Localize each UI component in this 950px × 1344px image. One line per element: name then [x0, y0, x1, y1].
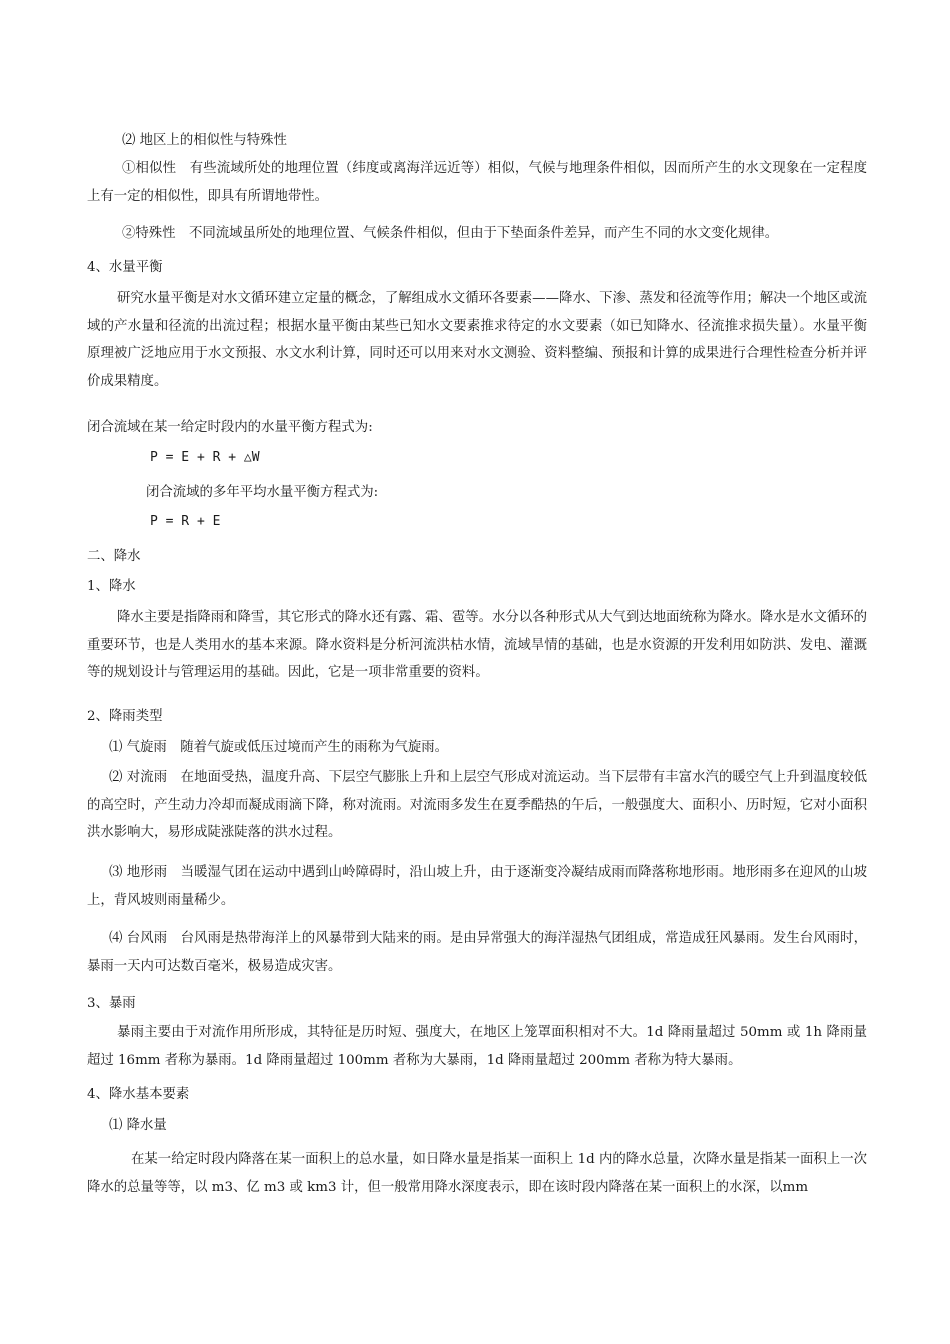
paragraph-similarity: ①相似性 有些流域所处的地理位置（纬度或离海洋远近等）相似，气候与地理条件相似，因而所产生的水文现象在一定程度上有一定的相似性，即具有所谓地带性。 [87, 161, 867, 204]
multi-year-equation: P = R + E [150, 514, 221, 529]
paragraph-water-balance: 研究水量平衡是对水文循环建立定量的概念，了解组成水文循环各要素——降水、下渗、蒸发和径流等作用；解决一个地区或流域的产水量和径流的出流过程；根据水量平衡由某些已知水文要素推求待定的水文要素（如已知降水、径流推求损失量）。水量平衡原理被广泛地应用于水文预报、水文水利计算，同时还可以用来对水文测验、资料整编、预报和计算的成果进行合理性检查分析并评价成果精度。 [87, 291, 867, 389]
section-heading-water-balance: 4、水量平衡 [87, 260, 163, 275]
paragraph-precipitation-amount: 在某一给定时段内降落在某一面积上的总水量，如日降水量是指某一面积上 1d 内的降水总量，次降水量是指某一面积上一次降水的总量等等，以 m3、亿 m3 或 km3 计，但一般常用降水深度表示，即在该时段内降落在某一面积上的水深，以mm [87, 1152, 867, 1195]
paragraph-particularity: ②特殊性 不同流域虽所处的地理位置、气候条件相似，但由于下垫面条件差异，而产生不同的水文变化规律。 [122, 226, 779, 241]
section-heading-rainstorm: 3、暴雨 [87, 996, 136, 1011]
multi-year-equation-intro: 闭合流域的多年平均水量平衡方程式为: [146, 485, 379, 500]
paragraph-orographic-rain: ⑶ 地形雨 当暖湿气团在运动中遇到山岭障碍时，沿山坡上升，由于逐渐变冷凝结成雨而降落称地形雨。地形雨多在迎风的山坡上，背风坡则雨量稀少。 [87, 865, 867, 908]
section-heading-rainfall-types: 2、降雨类型 [87, 709, 163, 724]
section-heading-precipitation: 1、降水 [87, 579, 136, 594]
paragraph-rainstorm: 暴雨主要由于对流作用所形成，其特征是历时短、强度大，在地区上笼罩面积相对不大。1d 降雨量超过 50mm 或 1h 降雨量超过 16mm 者称为暴雨。1d 降雨量超过 100mm 者称为大暴雨，1d 降雨量超过 200mm 者称为特大暴雨。 [87, 1025, 867, 1068]
paragraph-convective-rain: ⑵ 对流雨 在地面受热，温度升高、下层空气膨胀上升和上层空气形成对流运动。当下层带有丰富水汽的暖空气上升到温度较低的高空时，产生动力冷却而凝成雨滴下降，称对流雨。对流雨多发生在夏季酷热的午后，一般强度大、面积小、历时短，它对小面积洪水影响大，易形成陡涨陡落的洪水过程。 [87, 770, 867, 840]
paragraph-cyclonic-rain: ⑴ 气旋雨 随着气旋或低压过境而产生的雨称为气旋雨。 [109, 740, 449, 755]
subsection-heading-regional-similarity: ⑵ 地区上的相似性与特殊性 [122, 133, 287, 148]
section-heading-precipitation-elements: 4、降水基本要素 [87, 1087, 190, 1102]
subsection-heading-precipitation-amount: ⑴ 降水量 [109, 1118, 167, 1133]
chapter-heading-precipitation: 二、降水 [87, 549, 141, 564]
paragraph-precipitation: 降水主要是指降雨和降雪，其它形式的降水还有露、霜、雹等。水分以各种形式从大气到达地面统称为降水。降水是水文循环的重要环节，也是人类用水的基本来源。降水资料是分析河流洪枯水情，流域旱情的基础，也是水资源的开发利用如防洪、发电、灌溉等的规划设计与管理运用的基础。因此，它是一项非常重要的资料。 [87, 610, 867, 680]
water-balance-equation: P = E + R + △W [150, 450, 260, 465]
paragraph-typhoon-rain: ⑷ 台风雨 台风雨是热带海洋上的风暴带到大陆来的雨。是由异常强大的海洋湿热气团组成，常造成狂风暴雨。发生台风雨时，暴雨一天内可达数百毫米，极易造成灾害。 [87, 931, 867, 974]
equation-intro-text: 闭合流域在某一给定时段内的水量平衡方程式为: [87, 420, 373, 435]
